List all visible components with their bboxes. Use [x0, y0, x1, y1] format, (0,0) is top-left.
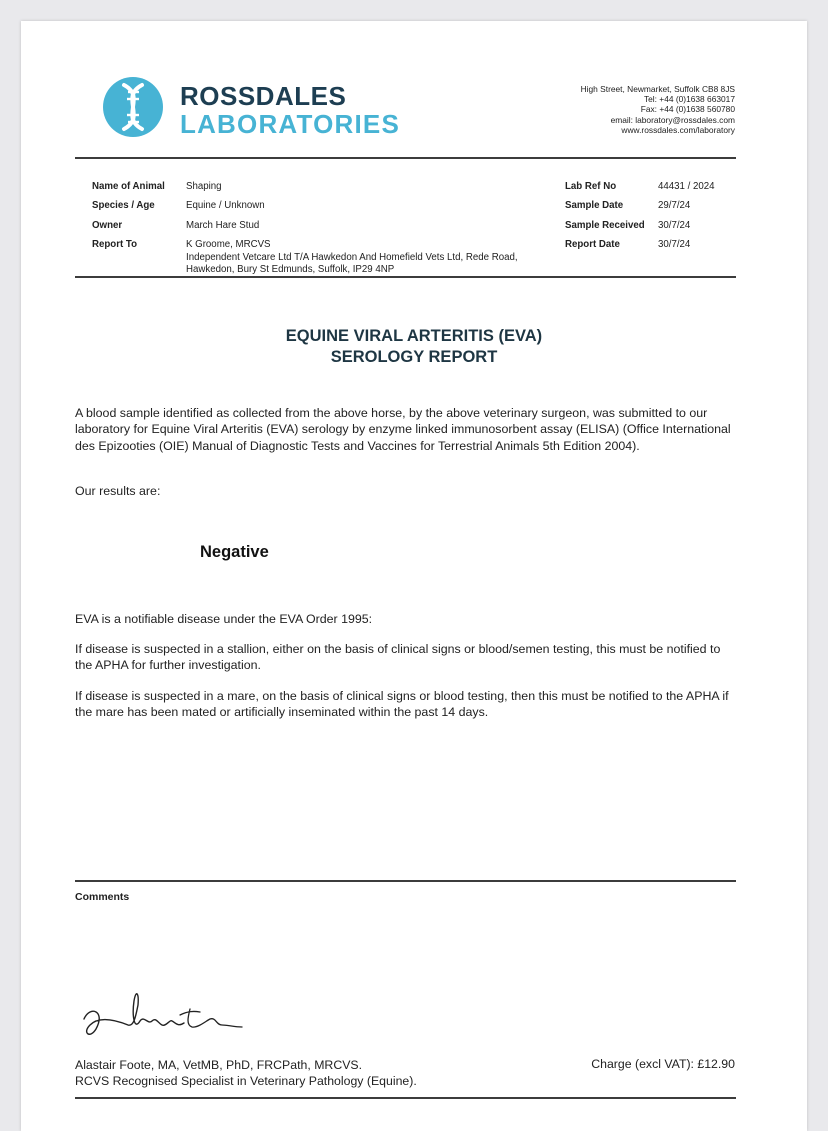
mare-note: If disease is suspected in a mare, on the basis of clinical signs or blood testing, then this must be notified to the APHA if the mare has been mated or artificially inseminated within the past 14 days. — [75, 689, 729, 720]
sample-received-value: 30/7/24 — [658, 220, 691, 231]
report-date-value: 30/7/24 — [658, 239, 691, 250]
owner-label: Owner — [92, 220, 123, 231]
animal-name-value: Shaping — [186, 181, 222, 192]
details-divider — [75, 276, 736, 278]
logo-text-rossdales: ROSSDALES — [180, 81, 347, 111]
sample-date-value: 29/7/24 — [658, 200, 691, 211]
logo-text-laboratories: LABORATORIES — [180, 109, 401, 139]
charge-amount: Charge (excl VAT): £12.90 — [591, 1057, 735, 1071]
species-age-label: Species / Age — [92, 200, 155, 211]
sample-date-label: Sample Date — [565, 200, 624, 211]
dna-logo-icon — [103, 77, 163, 137]
signer-name: Alastair Foote, MA, VetMB, PhD, FRCPath, MRCVS. — [75, 1058, 363, 1072]
lab-ref-value: 44431 / 2024 — [658, 181, 715, 192]
address-email: email: laboratory@rossdales.com — [610, 114, 735, 125]
lab-ref-label: Lab Ref No — [565, 181, 617, 192]
results-intro: Our results are: — [75, 484, 161, 498]
address-website: www.rossdales.com/laboratory — [621, 124, 735, 135]
header-divider — [75, 157, 736, 159]
sample-received-label: Sample Received — [565, 220, 645, 231]
test-result: Negative — [200, 543, 269, 561]
signature-image — [76, 981, 246, 1046]
footer-divider — [75, 1097, 736, 1099]
comments-divider — [75, 880, 736, 882]
report-title-line1: EQUINE VIRAL ARTERITIS (EVA) — [285, 327, 543, 345]
report-page — [21, 21, 807, 1131]
report-to-line: Independent Vetcare Ltd T/A Hawkedon And Homefield Vets Ltd, Rede Road, — [186, 251, 518, 263]
report-to-line: K Groome, MRCVS — [186, 239, 271, 250]
intro-paragraph: A blood sample identified as collected from the above horse, by the above veterinary surgeon, was submitted to our laboratory for Equine Viral Arteritis (EVA) serology by enzyme linked immunosorbent assay (ELISA) (Office International des Epizooties (OIE) Manual of Diagnostic Tests and Vaccines for Terrestrial Animals 5th Edition 2004). — [75, 406, 731, 453]
report-to-line: Hawkedon, Bury St Edmunds, Suffolk, IP29 4NP — [186, 264, 395, 275]
owner-value: March Hare Stud — [186, 220, 260, 231]
comments-label: Comments — [75, 891, 130, 903]
report-title — [21, 326, 807, 368]
signer-details — [75, 1057, 417, 1089]
species-age-value: Equine / Unknown — [186, 200, 265, 211]
lab-address — [581, 84, 735, 135]
address-fax: Fax: +44 (0)1638 560780 — [640, 104, 735, 115]
notifiable-statement: EVA is a notifiable disease under the EVA Order 1995: — [75, 612, 373, 626]
rossdales-logo — [103, 75, 423, 139]
report-date-label: Report Date — [565, 239, 620, 250]
signer-title: RCVS Recognised Specialist in Veterinary Pathology (Equine). — [75, 1074, 417, 1088]
report-to-label: Report To — [92, 239, 138, 250]
animal-name-label: Name of Animal — [92, 181, 165, 192]
report-title-line2: SEROLOGY REPORT — [330, 348, 498, 366]
address-street: High Street, Newmarket, Suffolk CB8 8JS — [580, 84, 735, 94]
report-to-value — [186, 239, 518, 277]
stallion-note: If disease is suspected in a stallion, either on the basis of clinical signs or blood/semen testing, this must be notified to the APHA for further investigation. — [75, 642, 721, 673]
address-tel: Tel: +44 (0)1638 663017 — [643, 94, 735, 105]
